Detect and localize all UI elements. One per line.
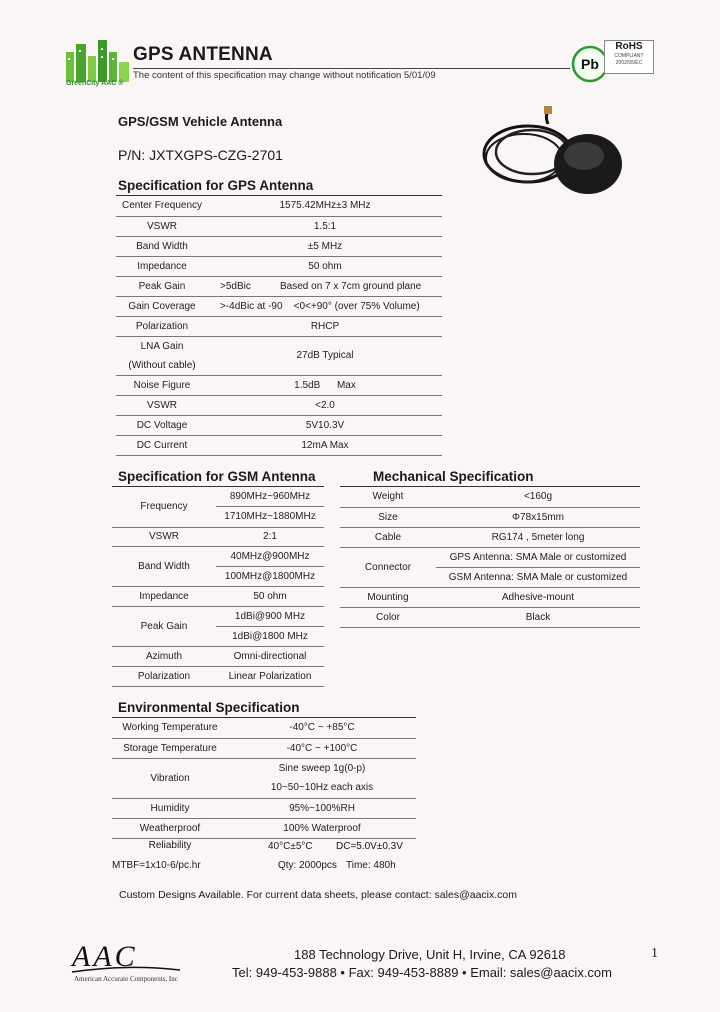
spec-value-a: >-4dBic at -90 <0<+90° <box>220 300 332 312</box>
table-row <box>112 646 324 666</box>
spec-label: Band Width <box>116 236 208 256</box>
table-row <box>116 216 442 236</box>
spec-value-line2: 100MHz@1800MHz <box>224 570 316 582</box>
spec-value-a: >5dBic <box>220 280 251 292</box>
spec-value <box>208 276 442 296</box>
table-row <box>112 798 416 818</box>
reliability-temp: 40°C±5°C <box>268 841 313 852</box>
table-row <box>116 316 442 336</box>
table-row <box>112 718 416 738</box>
logo-caption: GreenCity AAC ® <box>66 80 124 87</box>
change-notice: The content of this specification may change without notification 5/01/09 <box>133 70 436 81</box>
table-row <box>112 666 324 686</box>
spec-label: Working Temperature <box>112 718 228 738</box>
spec-label: Connector <box>340 547 436 587</box>
spec-label: VSWR <box>116 395 208 415</box>
company-contact: Tel: 949-453-9888 • Fax: 949-453-8889 • Email: sales@aacix.com <box>232 965 612 980</box>
spec-label: Impedance <box>112 586 216 606</box>
spec-value: 2:1 <box>216 527 324 546</box>
table-row <box>116 336 442 375</box>
spec-value: 27dB Typical <box>208 336 442 375</box>
gsm-spec-title: Specification for GSM Antenna <box>118 469 316 484</box>
spec-value: 50 ohm <box>208 256 442 276</box>
spec-value-line1: 40MHz@900MHz <box>216 547 324 567</box>
table-row <box>112 546 324 586</box>
spec-label: Azimuth <box>112 646 216 666</box>
spec-value: 1.5:1 <box>208 216 442 236</box>
spec-label: Polarization <box>116 316 208 336</box>
table-row <box>340 507 640 527</box>
spec-value: 1575.42MHz±3 MHz <box>208 196 442 216</box>
spec-label: Band Width <box>112 546 216 586</box>
spec-value: RHCP <box>208 316 442 336</box>
spec-label: Humidity <box>112 798 228 818</box>
table-row <box>112 606 324 646</box>
spec-label <box>116 336 208 375</box>
spec-value-line2: 10~50~10Hz each axis <box>270 782 374 793</box>
rohs-badge <box>604 40 654 74</box>
table-row <box>340 487 640 507</box>
spec-value: Omni-directional <box>216 646 324 666</box>
spec-value: 5V10.3V <box>208 415 442 435</box>
spec-label: DC Current <box>116 435 208 455</box>
pb-label: Pb <box>581 56 599 72</box>
spec-value: -40°C ~ +100°C <box>228 738 416 758</box>
product-subtitle: GPS/GSM Vehicle Antenna <box>118 114 283 129</box>
spec-value-line1: 890MHz~960MHz <box>216 487 324 507</box>
table-row <box>116 256 442 276</box>
table-row <box>112 818 416 838</box>
spec-value-line1: GPS Antenna: SMA Male or customized <box>436 548 640 568</box>
title-divider <box>133 68 570 69</box>
table-row <box>112 586 324 606</box>
spec-label: Frequency <box>112 487 216 527</box>
spec-label-line1: LNA Gain <box>140 340 184 352</box>
table-row <box>116 236 442 256</box>
part-number: P/N: JXTXGPS-CZG-2701 <box>118 147 283 163</box>
spec-value: <2.0 <box>208 395 442 415</box>
table-row <box>340 587 640 607</box>
spec-value: Black <box>436 607 640 627</box>
env-spec-table <box>112 718 416 839</box>
mech-spec-title: Mechanical Specification <box>373 469 534 484</box>
page-number: 1 <box>651 946 658 961</box>
table-row <box>112 487 324 527</box>
spec-label: Weight <box>340 487 436 507</box>
spec-value: 12mA Max <box>208 435 442 455</box>
table-row <box>340 527 640 547</box>
spec-value: 50 ohm <box>216 586 324 606</box>
spec-value: 100% Waterproof <box>228 818 416 838</box>
spec-label: Size <box>340 507 436 527</box>
spec-value: -40°C ~ +85°C <box>228 718 416 738</box>
spec-value <box>216 606 324 646</box>
rohs-title: RoHS <box>615 41 643 52</box>
table-row <box>116 276 442 296</box>
spec-label: Impedance <box>116 256 208 276</box>
spec-value-b: Based on 7 x 7cm ground plane <box>280 280 422 292</box>
spec-label: Cable <box>340 527 436 547</box>
spec-label: Storage Temperature <box>112 738 228 758</box>
table-row <box>340 547 640 587</box>
table-row <box>112 527 324 546</box>
page-title: GPS ANTENNA <box>133 44 273 65</box>
table-row <box>116 375 442 395</box>
table-row <box>340 607 640 627</box>
reliability-qty: Qty: 2000pcs <box>278 860 337 871</box>
spec-value <box>436 547 640 587</box>
aac-logo: AAC <box>72 940 138 973</box>
spec-value-line1: 1dBi@900 MHz <box>216 607 324 627</box>
spec-label: Noise Figure <box>116 375 208 395</box>
table-row <box>112 758 416 798</box>
spec-value: Linear Polarization <box>216 666 324 686</box>
spec-label: Peak Gain <box>116 276 208 296</box>
spec-label: VSWR <box>112 527 216 546</box>
spec-value: 95%~100%RH <box>228 798 416 818</box>
table-row <box>116 395 442 415</box>
spec-label: Polarization <box>112 666 216 686</box>
spec-value-line2: 1710MHz~1880MHz <box>224 511 316 523</box>
spec-label: Mounting <box>340 587 436 607</box>
spec-value <box>208 296 442 316</box>
spec-value: <160g <box>436 487 640 507</box>
spec-value <box>216 487 324 527</box>
spec-label-line2: (Without cable) <box>128 359 196 371</box>
spec-label: Center Frequency <box>116 196 208 216</box>
env-spec-title: Environmental Specification <box>118 700 300 715</box>
reliability-time: Time: 480h <box>346 860 396 871</box>
gps-spec-table <box>116 196 442 456</box>
custom-designs-note: Custom Designs Available. For current data sheets, please contact: sales@aacix.com <box>119 889 517 901</box>
spec-label: VSWR <box>116 216 208 236</box>
spec-value <box>228 758 416 798</box>
spec-label: Color <box>340 607 436 627</box>
gps-spec-title: Specification for GPS Antenna <box>118 178 314 193</box>
spec-value: Adhesive-mount <box>436 587 640 607</box>
mech-spec-table <box>340 487 640 628</box>
table-row <box>112 738 416 758</box>
spec-value-b: (over 75% Volume) <box>334 300 420 312</box>
spec-value: 1.5dB Max <box>208 375 442 395</box>
spec-label: DC Voltage <box>116 415 208 435</box>
table-row <box>116 296 442 316</box>
reliability-voltage: DC=5.0V±0.3V <box>336 841 403 852</box>
aac-logo-swoosh <box>70 966 182 974</box>
spec-value <box>216 546 324 586</box>
rohs-compliant: COMPLIANT <box>614 53 644 59</box>
spec-value: RG174 , 5meter long <box>436 527 640 547</box>
spec-label: Gain Coverage <box>116 296 208 316</box>
spec-value: Φ78x15mm <box>436 507 640 527</box>
company-address: 188 Technology Drive, Unit H, Irvine, CA 92618 <box>294 947 566 962</box>
reliability-label: Reliability <box>148 840 192 851</box>
mtbf-label: MTBF=1x10-6/pc.hr <box>112 860 201 871</box>
spec-label: Peak Gain <box>112 606 216 646</box>
gsm-spec-table <box>112 487 324 687</box>
aac-company-name: American Accurate Components, Inc <box>74 975 178 983</box>
spec-label: Weatherproof <box>112 818 228 838</box>
table-row <box>116 435 442 455</box>
spec-label: Vibration <box>112 758 228 798</box>
spec-value-line2: 1dBi@1800 MHz <box>232 630 308 642</box>
spec-value-line1: Sine sweep 1g(0-p) <box>278 763 366 774</box>
table-row <box>116 415 442 435</box>
table-row <box>116 196 442 216</box>
spec-value: ±5 MHz <box>208 236 442 256</box>
rohs-directive: 2002/95/EC <box>615 60 643 66</box>
antenna-product-image <box>478 106 626 202</box>
spec-value-line2: GSM Antenna: SMA Male or customized <box>448 571 628 583</box>
